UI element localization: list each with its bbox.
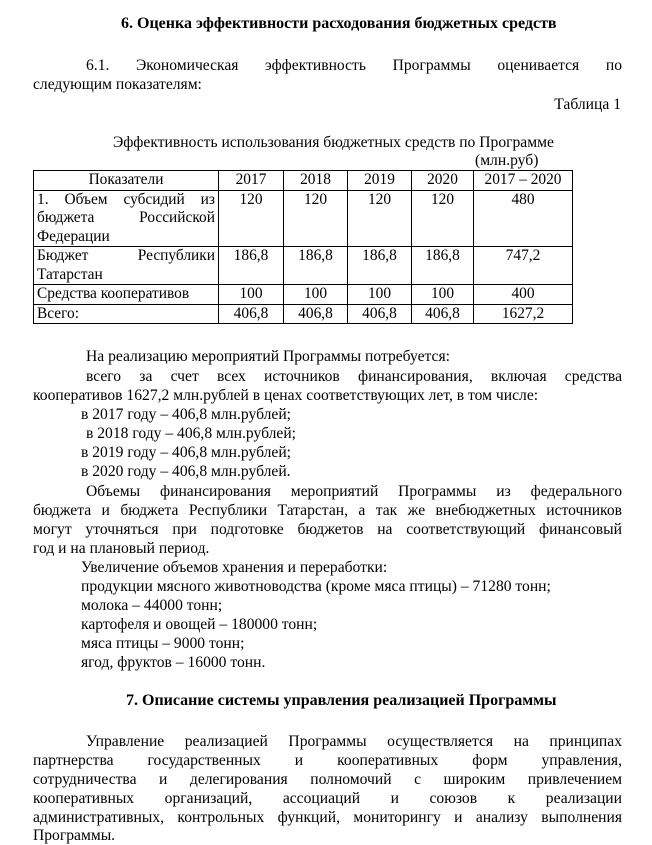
management-para-line3: сотрудничества и делегирования полномочий с широким привлечением — [33, 771, 622, 788]
storage-fruits: ягод, фруктов – 16000 тонн. — [81, 654, 266, 671]
table-cell: 186,8 — [219, 247, 284, 285]
row-label-line: Федерации — [37, 227, 110, 245]
storage-milk: молока – 44000 тонн; — [81, 597, 223, 614]
table-cell: 100 — [412, 285, 474, 305]
table-cell: 186,8 — [348, 247, 412, 285]
section-6-heading: 6. Оценка эффективности расходования бюджетных средств — [121, 15, 557, 32]
funding-total-line2: кооперативов 1627,2 млн.рублей в ценах соответствующих лет, в том числе: — [33, 387, 539, 404]
table-cell: 120 — [219, 190, 284, 247]
funding-2020: в 2020 году – 406,8 млн.рублей. — [81, 463, 291, 480]
table-cell: 120 — [412, 190, 474, 247]
storage-potatoes: картофеля и овощей – 180000 тонн; — [81, 616, 318, 633]
funding-2017: в 2017 году – 406,8 млн.рублей; — [81, 406, 292, 423]
funding-total-line1: всего за счет всех источников финансирования, включая средства — [86, 368, 622, 385]
table-header-row — [34, 171, 573, 191]
management-para-line4: кооперативных организаций, ассоциаций и союзов к реализации — [33, 790, 622, 807]
table-cell: 480 — [474, 190, 573, 247]
column-header: 2019 — [348, 171, 412, 191]
table-cell: 120 — [348, 190, 412, 247]
row-label-line: 1. Объем субсидий из — [37, 190, 215, 208]
funding-2018: в 2018 году – 406,8 млн.рублей; — [86, 425, 297, 442]
table-caption: Эффективность использования бюджетных средств по Программе — [113, 134, 554, 151]
column-header: 2017 — [219, 171, 284, 191]
table-cell: 100 — [348, 285, 412, 305]
row-label-line: Бюджет Республики — [37, 247, 215, 264]
table-row — [34, 285, 573, 305]
column-header: 2018 — [284, 171, 348, 191]
row-label-line: Татарстан — [37, 265, 103, 283]
management-para-line6: Программы. — [33, 827, 116, 844]
storage-meat: продукции мясного животноводства (кроме мяса птицы) – 71280 тонн; — [81, 578, 551, 595]
table-unit: (млн.руб) — [475, 152, 539, 169]
table-cell: 186,8 — [284, 247, 348, 285]
efficiency-table — [33, 170, 573, 324]
table-cell: 100 — [284, 285, 348, 305]
paragraph-6-1-line1: 6.1. Экономическая эффективность Программы оценивается по — [86, 57, 622, 74]
storage-poultry: мяса птицы – 9000 тонн; — [81, 635, 245, 652]
column-header: Показатели — [34, 171, 219, 191]
column-header: 2017 – 2020 — [474, 171, 573, 191]
paragraph-6-1-line2: следующим показателям: — [33, 76, 202, 93]
table-cell: 400 — [474, 285, 573, 305]
management-para-line1: Управление реализацией Программы осуществляется на принципах — [86, 733, 622, 750]
column-header: 2020 — [412, 171, 474, 191]
funding-2019: в 2019 году – 406,8 млн.рублей; — [81, 444, 292, 461]
table-total-row — [34, 304, 573, 324]
volumes-para-line1: Объемы финансирования мероприятий Программы из федерального — [86, 483, 622, 500]
row-label-cell — [34, 190, 219, 247]
table-cell: 406,8 — [219, 304, 284, 324]
row-label-cell — [34, 247, 219, 285]
table-cell: 100 — [219, 285, 284, 305]
table-cell: 747,2 — [474, 247, 573, 285]
volumes-para-line3: могут уточняться при подготовке бюджетов на соответствующий финансовый — [33, 521, 622, 538]
table-cell: 1627,2 — [474, 304, 573, 324]
row-label-line: бюджета Российской — [37, 209, 215, 226]
volumes-para-line4: год и на плановый период. — [33, 540, 210, 557]
storage-intro: Увеличение объемов хранения и переработки: — [81, 559, 388, 576]
row-label-cell: Средства кооперативов — [34, 285, 219, 305]
table-cell: 186,8 — [412, 247, 474, 285]
table-cell: 406,8 — [348, 304, 412, 324]
section-7-heading: 7. Описание системы управления реализацией Программы — [126, 692, 557, 709]
funding-intro: На реализацию мероприятий Программы потребуется: — [86, 348, 450, 365]
table-label: Таблица 1 — [554, 96, 621, 113]
table-cell: 406,8 — [412, 304, 474, 324]
row-label-cell: Всего: — [34, 304, 219, 324]
table-cell: 406,8 — [284, 304, 348, 324]
management-para-line5: административных, контрольных функций, мониторингу и анализу выполнения — [33, 809, 622, 826]
table-row — [34, 247, 573, 285]
management-para-line2: партнерства государственных и кооперативных форм управления, — [33, 752, 622, 769]
table-cell: 120 — [284, 190, 348, 247]
table-row — [34, 190, 573, 247]
volumes-para-line2: бюджета и бюджета Республики Татарстан, а так же внебюджетных источников — [33, 502, 622, 519]
